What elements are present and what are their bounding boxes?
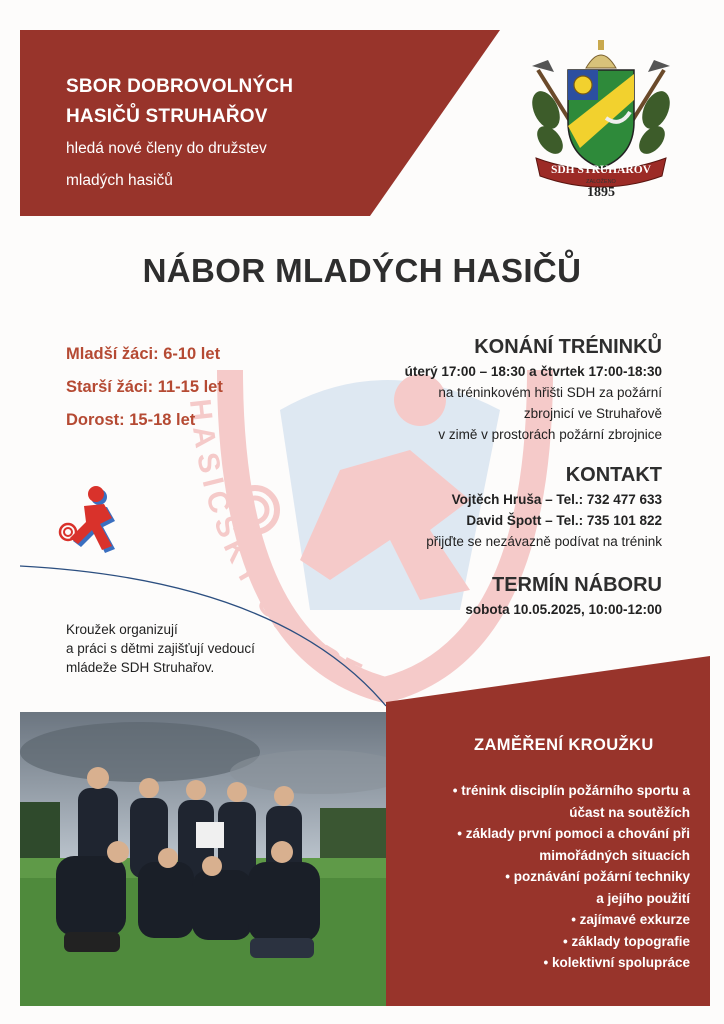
trainings-schedule: úterý 17:00 – 18:30 a čtvrtek 17:00-18:30 — [404, 364, 662, 379]
age-groups — [66, 338, 223, 437]
focus-heading: ZAMĚŘENÍ KROUŽKU — [474, 736, 654, 754]
focus-item-text: trénink disciplín požárního sportu a — [461, 783, 690, 798]
tagline-line2: mladých hasičů — [66, 172, 173, 189]
age-group-older: Starší žáci: 11-15 let — [66, 378, 223, 396]
sdh-emblem-logo — [528, 40, 674, 196]
club-note — [66, 620, 306, 677]
list-item — [390, 888, 690, 910]
club-note-line1: Kroužek organizují — [66, 622, 178, 637]
trainings-winter: v zimě v prostorách požární zbrojnice — [438, 427, 662, 442]
list-item: • trénink disciplín požárního sportu a — [452, 783, 690, 798]
recruitment-heading: TERMÍN NÁBORU — [492, 574, 662, 596]
focus-item-text: kolektivní spolupráce — [551, 955, 690, 970]
list-item — [390, 802, 690, 824]
trainings-section — [322, 336, 662, 445]
focus-item-text: poznávání požární techniky — [513, 869, 690, 884]
focus-item-text: základy topografie — [571, 933, 690, 949]
list-item: • zajímavé exkurze — [571, 912, 690, 927]
watermark-text: HASIČSKÝ SPORT — [182, 397, 371, 693]
list-item: • kolektivní spolupráce — [543, 955, 690, 970]
trainings-place-line2: zbrojnicí ve Struhařově — [523, 406, 662, 421]
focus-list — [390, 780, 690, 974]
club-note-line2: a práci s dětmi zajišťují vedoucí — [66, 641, 255, 656]
emblem-year: 1895 — [587, 185, 615, 196]
recruitment-date: sobota 10.05.2025, 10:00-12:00 — [465, 602, 662, 617]
tagline-line1: hledá nové členy do družstev — [66, 140, 267, 157]
contact-section — [322, 464, 662, 552]
focus-item-text: zajímavé exkurze — [579, 912, 690, 927]
contact-note: přijďte se nezávazně podívat na trénink — [426, 534, 662, 549]
contact-person2: David Špott – Tel.: 735 101 822 — [466, 513, 662, 528]
focus-item-text: a jejího použití — [596, 890, 690, 906]
page-title: NÁBOR MLADÝCH HASIČŮ — [142, 252, 582, 289]
focus-item-text: základy první pomoci a chování při — [465, 826, 690, 841]
shield-icon — [568, 70, 634, 168]
org-name-line2: HASIČŮ STRUHAŘOV — [66, 106, 268, 127]
emblem-founded-label: ZALOŽENO — [586, 179, 616, 185]
contact-person1: Vojtěch Hruša – Tel.: 732 477 633 — [451, 492, 662, 507]
emblem-name: SDH STRUHAŘOV — [550, 164, 652, 176]
list-item: • poznávání požární techniky — [505, 869, 690, 884]
trainings-heading: KONÁNÍ TRÉNINKŮ — [474, 336, 662, 358]
contact-heading: KONTAKT — [565, 464, 662, 486]
firefighter-runner-icon — [56, 484, 126, 564]
header-text — [66, 72, 366, 196]
org-name-line1: SBOR DOBROVOLNÝCH — [66, 76, 294, 97]
focus-item-text: mimořádných situacích — [539, 847, 690, 863]
list-item — [390, 845, 690, 867]
age-group-youth: Dorost: 15-18 let — [66, 411, 196, 429]
team-photo — [20, 712, 386, 1006]
club-note-line3: mládeže SDH Struhařov. — [66, 660, 215, 675]
trainings-place-line1: na tréninkovém hřišti SDH za požární — [438, 385, 662, 400]
list-item: • základy první pomoci a chování při — [457, 826, 690, 841]
age-group-younger: Mladší žáci: 6-10 let — [66, 345, 221, 363]
focus-item-text: účast na soutěžích — [569, 804, 690, 820]
list-item: • základy topografie — [562, 933, 690, 949]
